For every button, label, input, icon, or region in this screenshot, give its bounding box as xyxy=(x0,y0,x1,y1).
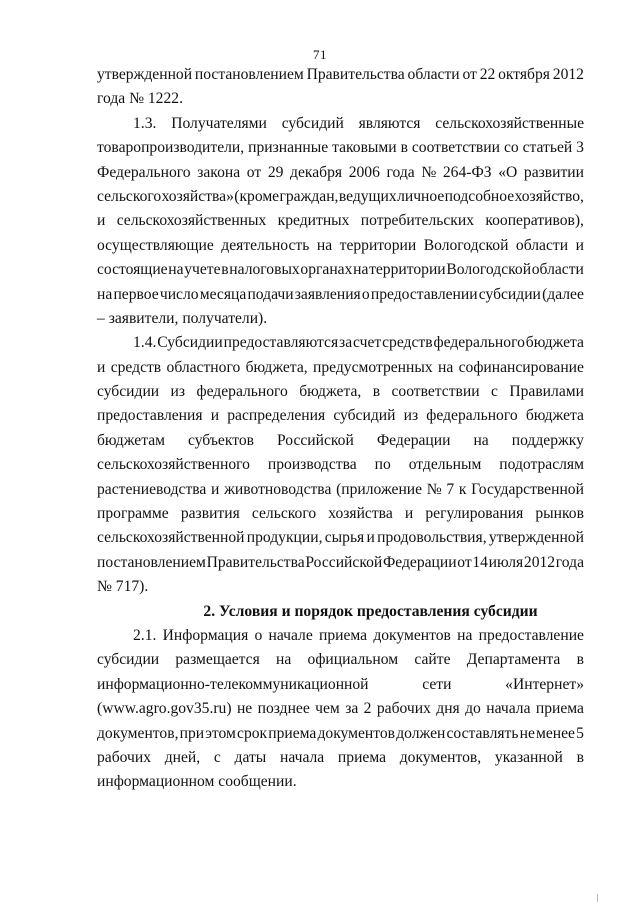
word: растениеводства xyxy=(97,480,207,498)
text-line xyxy=(97,502,584,526)
text-line xyxy=(97,258,584,282)
word: не xyxy=(519,724,535,742)
word: подотраслям xyxy=(499,456,584,474)
text-line xyxy=(97,648,584,672)
text-line xyxy=(97,551,584,575)
word: развитии xyxy=(523,163,584,181)
word: субсидии xyxy=(478,285,541,303)
word: этом xyxy=(205,724,236,742)
word: за xyxy=(339,334,353,352)
word: отдельным xyxy=(408,456,482,474)
word: 264-ФЗ xyxy=(442,163,492,181)
word: софинансирование xyxy=(458,358,584,376)
word: рабочих xyxy=(376,700,431,718)
word: продукции, xyxy=(246,529,323,547)
word: в xyxy=(576,748,584,766)
word: предусмотренных xyxy=(312,358,433,376)
text-line xyxy=(97,87,584,111)
word: Федерального xyxy=(97,163,191,181)
word: «О xyxy=(498,163,518,181)
text-line xyxy=(97,722,584,746)
word: Вологодской xyxy=(423,236,509,254)
word: (кроме xyxy=(234,187,280,205)
text-line xyxy=(97,624,584,648)
word: 2012 xyxy=(552,66,584,83)
word: федерального xyxy=(426,407,518,425)
word: со xyxy=(503,139,519,157)
word: на xyxy=(276,651,292,669)
word: субъектов xyxy=(188,431,254,449)
word: о xyxy=(361,285,370,303)
word: Информация xyxy=(162,626,249,644)
text-line xyxy=(97,575,584,599)
word: дня xyxy=(436,700,460,718)
line-text: года № 1222. xyxy=(97,90,183,108)
word: средств xyxy=(382,334,433,352)
word: на xyxy=(353,261,369,279)
word: должен xyxy=(396,724,446,742)
word: осуществляющие xyxy=(97,236,214,254)
word: на xyxy=(457,626,473,644)
word: субсидии xyxy=(97,651,160,669)
word: приема xyxy=(535,700,584,718)
word: начала xyxy=(279,748,325,766)
text-line xyxy=(97,331,584,355)
word: (www.agro.gov35.ru) xyxy=(97,700,232,718)
word: документов xyxy=(317,724,396,742)
text-line xyxy=(97,746,584,770)
word: распределения xyxy=(227,407,326,425)
text-line xyxy=(97,307,584,331)
word: сельскохозяйственного xyxy=(97,456,250,474)
word: октября xyxy=(498,66,550,83)
text-line xyxy=(97,673,584,697)
word: рынков xyxy=(535,505,584,523)
word: бюджета xyxy=(525,334,584,352)
word: сельскохозяйственной xyxy=(97,529,245,547)
word: таковыми xyxy=(332,139,397,157)
word: Правилами xyxy=(509,383,584,401)
word: размещается xyxy=(175,651,260,669)
word: (приложение xyxy=(336,480,423,498)
text-line xyxy=(97,429,584,453)
line-text: – заявители, получатели). xyxy=(97,309,268,327)
word: товаропроизводители, xyxy=(97,139,245,157)
text-line xyxy=(97,356,584,380)
word: областного xyxy=(166,358,241,376)
word: утвержденной xyxy=(488,529,584,547)
word: сайте xyxy=(414,651,451,669)
word: Российской xyxy=(305,553,383,571)
word: чем xyxy=(315,700,340,718)
word: приема xyxy=(319,626,368,644)
word: срок xyxy=(237,724,268,742)
word: регулирования xyxy=(425,505,524,523)
word: производства xyxy=(267,456,357,474)
word: № xyxy=(421,163,437,181)
word: бюджетам xyxy=(97,431,166,449)
word: сети xyxy=(422,675,452,693)
word: на xyxy=(473,431,489,449)
word: о xyxy=(254,626,263,644)
word: Федерации xyxy=(376,431,451,449)
word: 7 xyxy=(446,480,455,498)
word: месяца xyxy=(199,285,247,303)
word: программе xyxy=(97,505,169,523)
text-line xyxy=(97,112,584,136)
word: налоговых xyxy=(229,261,300,279)
word: № xyxy=(426,480,442,498)
word: поддержку xyxy=(511,431,584,449)
word: заявления xyxy=(294,285,361,303)
line-text: информационном сообщении. xyxy=(97,773,297,791)
word: по xyxy=(374,456,391,474)
word: деятельность xyxy=(221,236,310,254)
text-line xyxy=(97,453,584,477)
word: постановлением xyxy=(194,66,304,83)
word: Государственной xyxy=(471,480,584,498)
word: сельского xyxy=(251,505,317,523)
word: дней, xyxy=(164,748,201,766)
word: бюджета, xyxy=(245,358,308,376)
text-line xyxy=(97,380,584,404)
word: Получателями xyxy=(171,114,267,132)
word: территории xyxy=(369,261,446,279)
word: документов xyxy=(373,626,451,644)
word: и xyxy=(404,505,414,523)
word: сырья xyxy=(324,529,365,547)
word: информационно-телекоммуникационной xyxy=(97,675,369,693)
text-line xyxy=(97,63,584,87)
word: закона xyxy=(197,163,241,181)
word: и xyxy=(97,212,106,230)
word: от xyxy=(457,553,472,571)
word: 1.3. xyxy=(133,114,157,132)
word: от xyxy=(462,66,477,83)
word: к xyxy=(458,480,467,498)
word: на xyxy=(97,285,113,303)
word: 2006 xyxy=(348,163,380,181)
word: менее xyxy=(536,724,575,742)
word: предоставляются xyxy=(223,334,339,352)
word: учете xyxy=(184,261,221,279)
word: в xyxy=(576,651,584,669)
word: из xyxy=(403,407,419,425)
word: приема xyxy=(268,724,317,742)
word: с xyxy=(213,748,221,766)
word: развития xyxy=(180,505,240,523)
word: приема xyxy=(337,748,387,766)
word: области xyxy=(531,261,584,279)
word: предоставлении xyxy=(370,285,478,303)
word: на xyxy=(316,236,333,254)
word: бюджета, xyxy=(299,383,362,401)
word: субсидий xyxy=(333,407,396,425)
text-line xyxy=(97,209,584,233)
word: хозяйства» xyxy=(161,187,234,205)
word: и xyxy=(575,236,584,254)
page-number: 71 xyxy=(313,47,327,62)
word: граждан, xyxy=(279,187,339,205)
word: на xyxy=(168,261,184,279)
word: 2012 xyxy=(523,553,556,571)
word: признанные xyxy=(248,139,329,157)
word: до xyxy=(465,700,481,718)
word: рабочих xyxy=(97,748,152,766)
word: из xyxy=(170,383,186,401)
word: утвержденной xyxy=(97,66,193,83)
word: продовольствия, xyxy=(377,529,487,547)
word: июля xyxy=(488,553,524,571)
text-line xyxy=(97,161,584,185)
word: Вологодской xyxy=(446,261,532,279)
word: начале xyxy=(268,626,313,644)
word: сельского xyxy=(97,187,162,205)
word: подсобное xyxy=(444,187,515,205)
word: области xyxy=(515,236,569,254)
text-line xyxy=(97,185,584,209)
word: 5 xyxy=(576,724,584,742)
word: федерального xyxy=(196,383,288,401)
word: 14 xyxy=(472,553,488,571)
word: в xyxy=(221,261,229,279)
text-line xyxy=(97,404,584,428)
word: кредитных xyxy=(277,212,350,230)
word: федерального xyxy=(433,334,525,352)
word: документов, xyxy=(399,748,482,766)
word: и xyxy=(366,529,375,547)
line-text: 2. Условия и порядок предоставления субсидии xyxy=(203,602,538,620)
word: Департамента xyxy=(466,651,561,669)
word: составлять xyxy=(446,724,519,742)
word: соответствии xyxy=(391,383,480,401)
text-line xyxy=(97,697,584,721)
word: являются xyxy=(358,114,421,132)
word: органах xyxy=(300,261,353,279)
word: и xyxy=(97,358,106,376)
word: 2 xyxy=(363,700,372,718)
word: Правительства xyxy=(306,66,405,83)
word: территории xyxy=(339,236,417,254)
word: средств xyxy=(110,358,162,376)
word: от xyxy=(246,163,262,181)
word: счет xyxy=(353,334,382,352)
word: и xyxy=(211,480,220,498)
word: субсидии xyxy=(97,383,160,401)
document-body xyxy=(97,63,584,795)
word: предоставления xyxy=(97,407,203,425)
word: хозяйства xyxy=(328,505,393,523)
word: состоящие xyxy=(97,261,168,279)
word: постановлением xyxy=(97,553,206,571)
word: указанной xyxy=(494,748,563,766)
word: 22 xyxy=(479,66,496,83)
word: года xyxy=(386,163,415,181)
word: документов, xyxy=(97,724,179,742)
word: личное xyxy=(397,187,445,205)
line-text: № 717). xyxy=(97,578,149,596)
word: 2.1. xyxy=(133,626,157,644)
word: Правительства xyxy=(206,553,305,571)
text-line xyxy=(97,136,584,160)
scan-artifact xyxy=(597,894,598,902)
word: позднее xyxy=(257,700,310,718)
section-heading xyxy=(97,600,584,624)
word: 1.4. xyxy=(133,334,157,352)
word: области xyxy=(407,66,460,83)
word: статьей xyxy=(522,139,573,157)
text-line xyxy=(97,770,584,794)
word: Субсидии xyxy=(157,334,223,352)
word: бюджета xyxy=(525,407,584,425)
word: года xyxy=(555,553,584,571)
word: сельскохозяйственные xyxy=(435,114,584,132)
word: за xyxy=(345,700,359,718)
word: не xyxy=(236,700,253,718)
word: Федерации xyxy=(382,553,457,571)
word: «Интернет» xyxy=(505,675,584,693)
word: начала xyxy=(486,700,531,718)
word: потребительских xyxy=(360,212,474,230)
word: официальном xyxy=(307,651,399,669)
text-line xyxy=(97,283,584,307)
word: на xyxy=(437,358,454,376)
word: в xyxy=(372,383,381,401)
word: ведущих xyxy=(338,187,397,205)
word: с xyxy=(491,383,498,401)
text-line xyxy=(97,526,584,550)
word: хозяйство, xyxy=(514,187,584,205)
word: животноводства xyxy=(224,480,332,498)
word: декабря xyxy=(290,163,343,181)
word: 3 xyxy=(576,139,584,157)
text-line xyxy=(97,234,584,258)
word: субсидий xyxy=(281,114,344,132)
word: сельскохозяйственных xyxy=(116,212,267,230)
word: предоставление xyxy=(478,626,584,644)
word: первое xyxy=(113,285,159,303)
word: подачи xyxy=(247,285,294,303)
word: при xyxy=(179,724,205,742)
word: Российской xyxy=(276,431,354,449)
word: соответствии xyxy=(411,139,500,157)
word: 29 xyxy=(267,163,284,181)
word: (далее xyxy=(542,285,584,303)
text-line xyxy=(97,478,584,502)
word: число xyxy=(159,285,199,303)
word: кооперативов), xyxy=(485,212,584,230)
word: и xyxy=(210,407,220,425)
word: в xyxy=(400,139,408,157)
word: даты xyxy=(234,748,267,766)
